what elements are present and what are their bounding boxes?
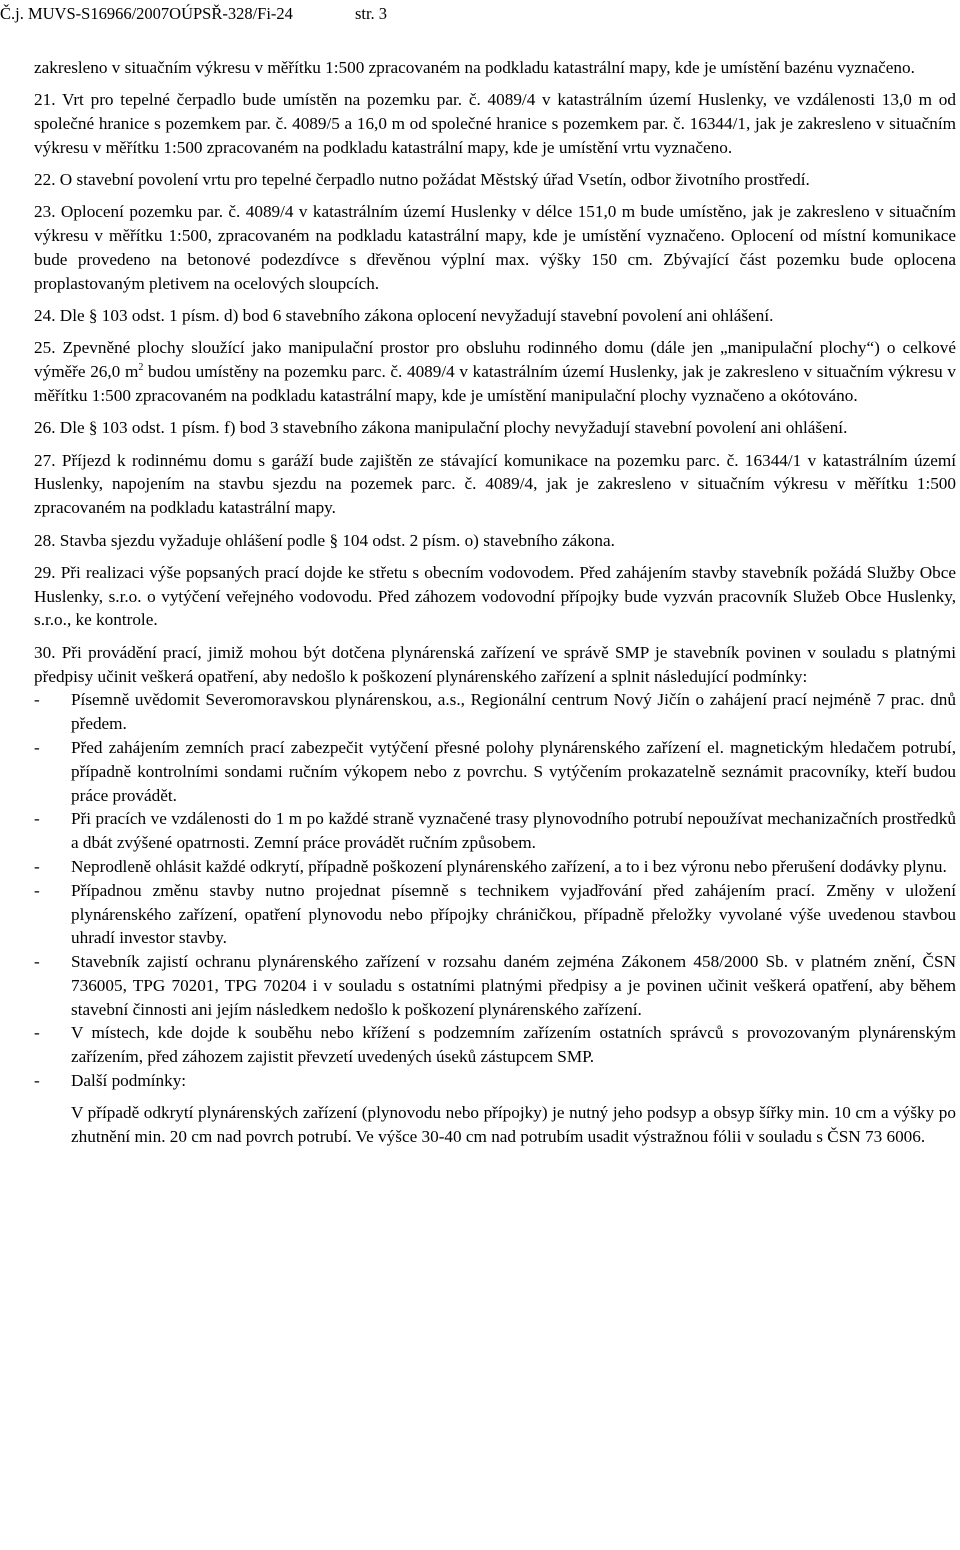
condition-text: Případnou změnu stavby nutno projednat písemně s technikem vyjadřování před zahájením prací. Změny v uložení plynárenského zařízení, opatření plynovodu nebo přípojky chráničkou, případně přeložky vyvolané výše uvedenou stavbou uhradí investor stavby. <box>71 880 956 948</box>
item-22 <box>34 168 956 192</box>
dash-bullet: - <box>34 809 40 829</box>
condition-text: Před zahájením zemních prací zabezpečit vytýčení přesné polohy plynárenského zařízení el. magnetickým hledačem potrubí, případně kontrolními sondami ručním výkopem nebo z povrchu. S vytýčením prokazatelně seznámit pracovníky, kteří budou práce provádět. <box>71 737 956 805</box>
item-number: 22. <box>34 170 56 190</box>
item-text: Dle § 103 odst. 1 písm. d) bod 6 stavebního zákona oplocení nevyžadují stavební povolení ani ohlášení. <box>59 306 774 326</box>
conditions-list <box>34 688 956 1093</box>
item-number: 24. <box>34 306 56 326</box>
item-number: 28. <box>34 530 56 550</box>
item-text: Dle § 103 odst. 1 písm. f) bod 3 stavebního zákona manipulační plochy nevyžadují stavební povolení ani ohlášení. <box>59 418 848 438</box>
item-text: Při provádění prací, jimiž mohou být dotčena plynárenská zařízení ve správě SMP je stavebník povinen v souladu s platnými předpisy učinit veškerá opatření, aby nedošlo k poškození plynárenského zařízení a splnit následující podmínky: <box>34 642 957 686</box>
condition-text: V místech, kde dojde k souběhu nebo křížení s podzemním zařízením ostatních správců s provozovaným plynárenským zařízením, před záhozem zajistit převzetí uvedených úseků zástupcem SMP. <box>71 1023 956 1067</box>
item-24 <box>34 304 956 328</box>
dash-bullet: - <box>34 952 40 972</box>
condition-text: Stavebník zajistí ochranu plynárenského zařízení v rozsahu daném zejména Zákonem 458/2000 Sb. v platném znění, ČSN 736005, TPG 70201, TPG 70204 i v souladu s ostatními platnými předpisy a je povinen učinit veškerá opatření, aby během stavební činnosti ani jejím následkem nedošlo k poškození plynárenského zařízení. <box>71 952 956 1019</box>
page-number: str. 3 <box>354 4 388 23</box>
condition-item <box>34 736 956 807</box>
item-text: Zpevněné plochy sloužící jako manipulační prostor pro obsluhu rodinného domu (dále jen „manipulační plochy“) o celkové výměře 26,0 m <box>34 338 956 382</box>
item-text: Stavba sjezdu vyžaduje ohlášení podle § 104 odst. 2 písm. o) stavebního zákona. <box>59 530 615 550</box>
dash-bullet: - <box>34 737 40 757</box>
condition-text: Další podmínky: <box>71 1071 187 1091</box>
document-body <box>34 56 956 1149</box>
condition-text: Při pracích ve vzdálenosti do 1 m po každé straně vyznačené trasy plynovodního potrubí nepoužívat mechanizačních prostředků a dbát zvýšené opatrnosti. Zemní práce provádět ručním způsobem. <box>71 809 956 853</box>
dash-bullet: - <box>34 856 40 876</box>
item-26 <box>34 416 956 440</box>
condition-item <box>34 688 956 736</box>
item-number: 23. <box>34 202 56 222</box>
item-28 <box>34 529 956 553</box>
page-header <box>0 4 387 24</box>
item-29 <box>34 561 956 632</box>
condition-text: Neprodleně ohlásit každé odkrytí, případně poškození plynárenského zařízení, a to i bez výronu nebo přerušení dodávky plynu. <box>71 856 947 876</box>
condition-item <box>34 807 956 855</box>
item-27 <box>34 449 956 520</box>
condition-text: Písemně uvědomit Severomoravskou plynárenskou, a.s., Regionální centrum Nový Jičín o zahájení prací nejméně 7 prac. dnů předem. <box>71 690 956 734</box>
item-number: 26. <box>34 418 56 438</box>
condition-item <box>34 1069 956 1093</box>
superscript: 2 <box>138 362 144 374</box>
item-25 <box>34 336 956 407</box>
item-text-continued: budou umístěny na pozemku parc. č. 4089/4 v katastrálním území Huslenky, jak je zakresleno v situačním výkresu v měřítku 1:500 zpracovaném na podkladu katastrální mapy, kde je umístění manipulační plochy vyznačeno a okótováno. <box>34 362 956 406</box>
dash-bullet: - <box>34 690 40 710</box>
item-23 <box>34 200 956 295</box>
reference-number: Č.j. MUVS-S16966/2007OÚPSŘ-328/Fi-24 <box>0 4 293 23</box>
item-number: 21. <box>34 90 56 110</box>
item-30 <box>34 641 956 689</box>
item-21 <box>34 88 956 159</box>
item-text: O stavební povolení vrtu pro tepelné čerpadlo nutno požádat Městský úřad Vsetín, odbor životního prostředí. <box>59 170 810 190</box>
condition-item <box>34 950 956 1021</box>
intro-paragraph: zakresleno v situačním výkresu v měřítku 1:500 zpracovaném na podkladu katastrální mapy, kde je umístění bazénu vyznačeno. <box>34 58 915 77</box>
dash-bullet: - <box>34 1023 40 1043</box>
item-text: Vrt pro tepelné čerpadlo bude umístěn na pozemku par. č. 4089/4 v katastrálním území Huslenky, ve vzdálenosti 13,0 m od společné hranice s pozemkem par. č. 4089/5 a 16,0 m od společné hranice s pozemkem par. č. 16344/1, jak je zakresleno v situačním výkresu v měřítku 1:500 zpracovaném na podkladu katastrální mapy, kde je umístění vrtu vyznačeno. <box>34 90 956 157</box>
item-number: 25. <box>34 338 56 358</box>
item-number: 30. <box>34 642 56 662</box>
condition-item <box>34 855 956 879</box>
item-text: Příjezd k rodinnému domu s garáží bude zajištěn ze stávající komunikace na pozemku parc. č. 16344/1 v katastrálním území Huslenky, napojením na stavbu sjezdu na pozemek parc. č. 4089/4, jak je zakresleno v situačním výkresu v měřítku 1:500 zpracovaném na podkladu katastrální mapy. <box>34 450 956 518</box>
condition-item <box>34 879 956 950</box>
item-number: 29. <box>34 562 56 582</box>
item-text: Při realizaci výše popsaných prací dojde ke střetu s obecním vodovodem. Před zahájením stavby stavebník požádá Služby Obce Huslenky, s.r.o. o vytýčení veřejného vodovodu. Před záhozem vodovodní přípojky bude vyzván pracovník Služeb Obce Huslenky, s.r.o., ke kontrole. <box>34 562 957 630</box>
final-paragraph: V případě odkrytí plynárenských zařízení (plynovodu nebo přípojky) je nutný jeho podsyp a obsyp šířky min. 10 cm a výšky po zhutnění min. 20 cm nad povrch potrubí. Ve výšce 30-40 cm nad potrubím usadit výstražnou fólii v souladu s ČSN 73 6006. <box>71 1103 956 1147</box>
dash-bullet: - <box>34 880 40 900</box>
condition-item <box>34 1021 956 1069</box>
dash-bullet: - <box>34 1071 40 1091</box>
item-text: Oplocení pozemku par. č. 4089/4 v katastrálním území Huslenky v délce 151,0 m bude umístěno, jak je zakresleno v situačním výkresu v měřítku 1:500, zpracovaném na podkladu katastrální mapy, kde je umístění vyznačeno. Oplocení od místní komunikace bude provedeno na betonové podezdívce s dřevěnou výplní max. výšky 150 cm. Zbývající část pozemku bude oplocena proplastovaným pletivem na ocelových sloupcích. <box>34 202 957 293</box>
item-number: 27. <box>34 450 56 470</box>
